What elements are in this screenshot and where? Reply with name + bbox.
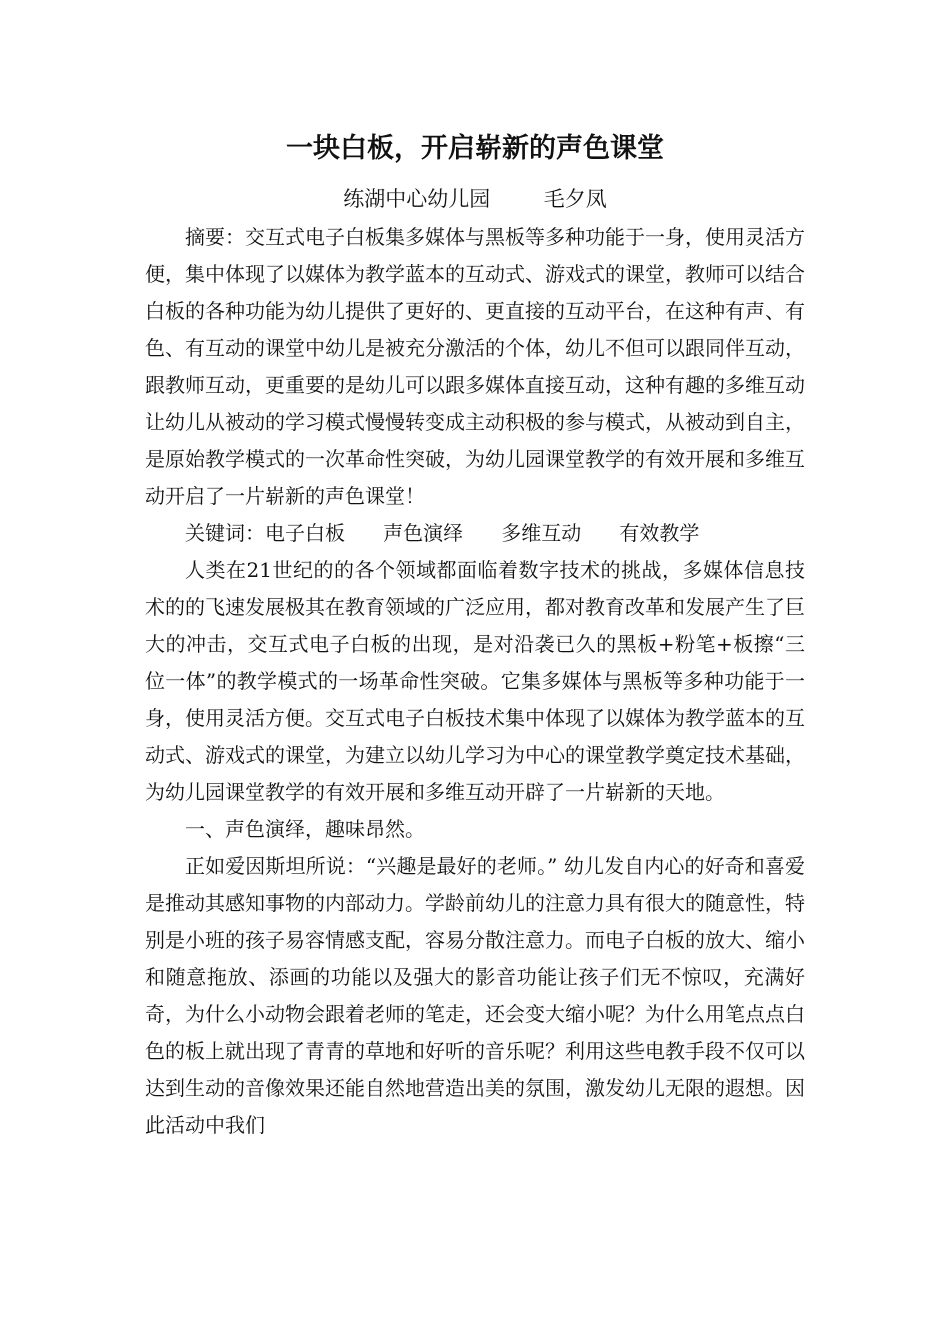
- section-heading-1: 一、声色演绎，趣味昂然。: [185, 817, 425, 841]
- abstract-paragraph: 摘要：交互式电子白板集多媒体与黑板等多种功能于一身，使用灵活方便，集中体现了以媒体为教学蓝本的互动式、游戏式的课堂，教师可以结合白板的各种功能为幼儿提供了更好的、更直接的互动平台，在这种有声、有色、有互动的课堂中幼儿是被充分激活的个体，幼儿不但可以跟同伴互动，跟教师互动，更重要的是幼儿可以跟多媒体直接互动，这种有趣的多维互动让幼儿从被动的学习模式慢慢转变成主动积极的参与模式，从被动到自主，是原始教学模式的一次革命性突破，为幼儿园课堂教学的有效开展和多维互动开启了一片崭新的声色课堂！: [145, 225, 805, 508]
- body-paragraph-2: 正如爱因斯坦所说：“兴趣是最好的老师。” 幼儿发自内心的好奇和喜爱是推动其感知事物的内部动力。学龄前幼儿的注意力具有很大的随意性，特别是小班的孩子易容情感支配，容易分散注意力。而电子白板的放大、缩小和随意拖放、添画的功能以及强大的影音功能让孩子们无不惊叹，充满好奇，为什么小动物会跟着老师的笔走，还会变大缩小呢？为什么用笔点点白色的板上就出现了青青的草地和好听的音乐呢？利用这些电教手段不仅可以达到生动的音像效果还能自然地营造出美的氛围，激发幼儿无限的遐想。因此活动中我们: [145, 854, 805, 1137]
- body-paragraph-1: 人类在21世纪的的各个领域都面临着数字技术的挑战，多媒体信息技术的的飞速发展极其在教育领域的广泛应用，都对教育改革和发展产生了巨大的冲击，交互式电子白板的出现，是对沿袭已久的黑板+粉笔+板擦“三位一体”的教学模式的一场革命性突破。它集多媒体与黑板等多种功能于一身，使用灵活方便。交互式电子白板技术集中体现了以媒体为教学蓝本的互动式、游戏式的课堂，为建立以幼儿学习为中心的课堂教学奠定技术基础，为幼儿园课堂教学的有效开展和多维互动开辟了一片崭新的天地。: [145, 558, 805, 804]
- keywords-line: 关键词：电子白板 声色演绎 多维互动 有效教学: [185, 521, 700, 545]
- document-title: 一块白板，开启崭新的声色课堂: [286, 133, 664, 164]
- author-line: 练湖中心幼儿园 毛夕凤: [343, 187, 607, 211]
- document-body: [145, 219, 805, 1144]
